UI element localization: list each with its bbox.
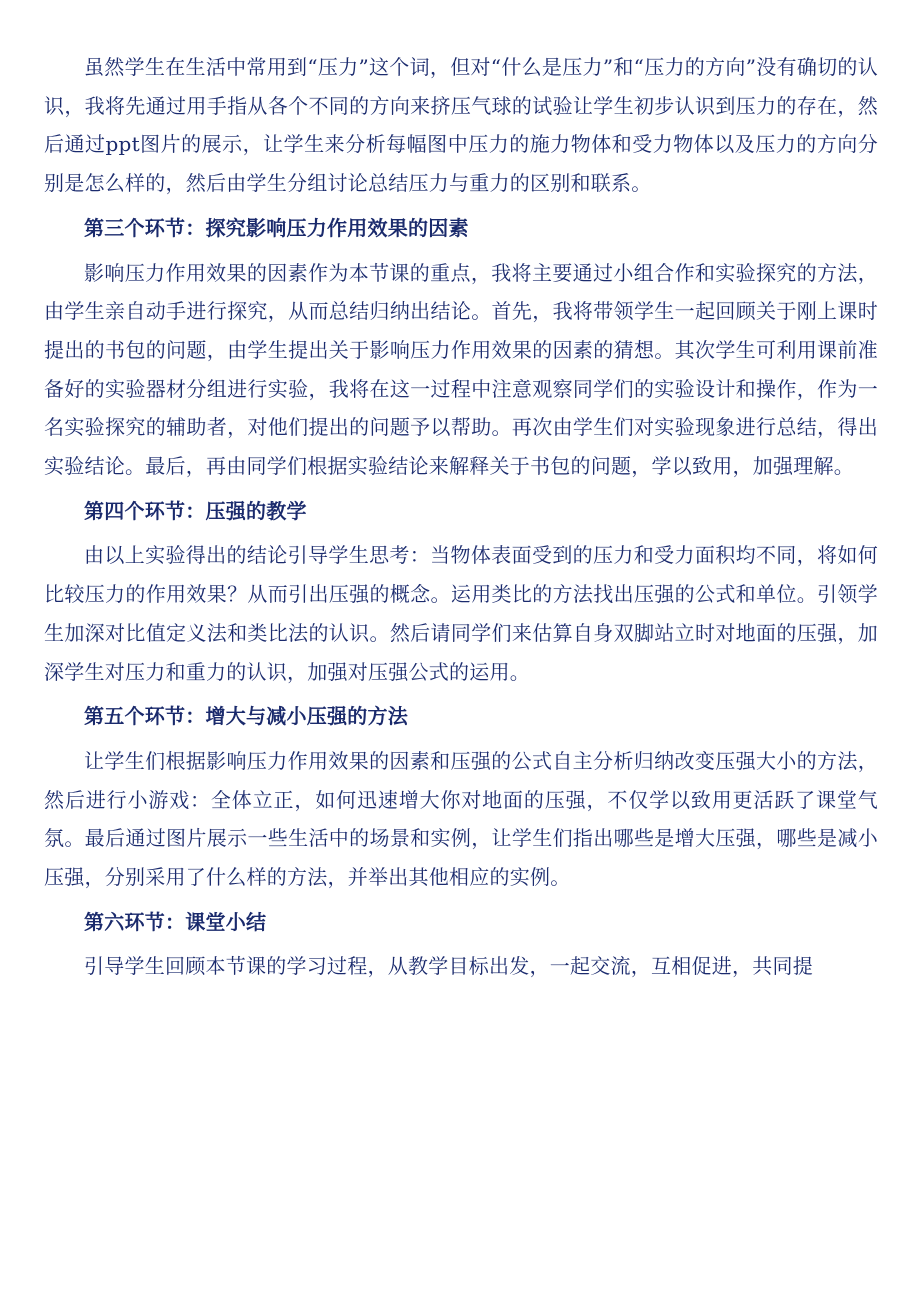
heading-section-5: 第五个环节：增大与减小压强的方法: [84, 704, 408, 729]
heading-section-4: 第四个环节：压强的教学: [84, 498, 307, 523]
paragraph-section-3: 影响压力作用效果的因素作为本节课的重点，我将主要通过小组合作和实验探究的方法，由学生亲自动手进行探究，从而总结归纳出结论。首先，我将带领学生一起回顾关于刚上课时提出的书包的问题，由学生提出关于影响压力作用效果的因素的猜想。其次学生可利用课前准备好的实验器材分组进行实验，我将在这一过程中注意观察同学们的实验设计和操作，作为一名实验探究的辅助者，对他们提出的问题予以帮助。再次由学生们对实验现象进行总结，得出实验结论。最后，再由同学们根据实验结论来解释关于书包的问题，学以致用，加强理解。: [44, 260, 878, 479]
paragraph-section-5: 让学生们根据影响压力作用效果的因素和压强的公式自主分析归纳改变压强大小的方法，然后进行小游戏：全体立正，如何迅速增大你对地面的压强，不仅学以致用更活跃了课堂气氛。最后通过图片展示一些生活中的场景和实例，让学生们指出哪些是增大压强，哪些是减小压强，分别采用了什么样的方法，并举出其他相应的实例。: [44, 748, 878, 890]
document-page: [44, 48, 878, 986]
paragraph-section-4: 由以上实验得出的结论引导学生思考：当物体表面受到的压力和受力面积均不同，将如何比较压力的作用效果？从而引出压强的概念。运用类比的方法找出压强的公式和单位。引领学生加深对比值定义法和类比法的认识。然后请同学们来估算自身双脚站立时对地面的压强，加深学生对压力和重力的认识，加强对压强公式的运用。: [44, 543, 878, 684]
heading-section-6: 第六环节：课堂小结: [84, 909, 267, 934]
paragraph-section-6: 引导学生回顾本节课的学习过程，从教学目标出发，一起交流，互相促进，共同提: [84, 954, 813, 979]
heading-section-3: 第三个环节：探究影响压力作用效果的因素: [84, 215, 469, 240]
paragraph-pressure-intro: 虽然学生在生活中常用到“压力”这个词，但对“什么是压力”和“压力的方向”没有确切的认识，我将先通过用手指从各个不同的方向来挤压气球的试验让学生初步认识到压力的存在，然后通过ppt图片的展示，让学生来分析每幅图中压力的施力物体和受力物体以及压力的方向分别是怎么样的，然后由学生分组讨论总结压力与重力的区别和联系。: [44, 55, 878, 196]
